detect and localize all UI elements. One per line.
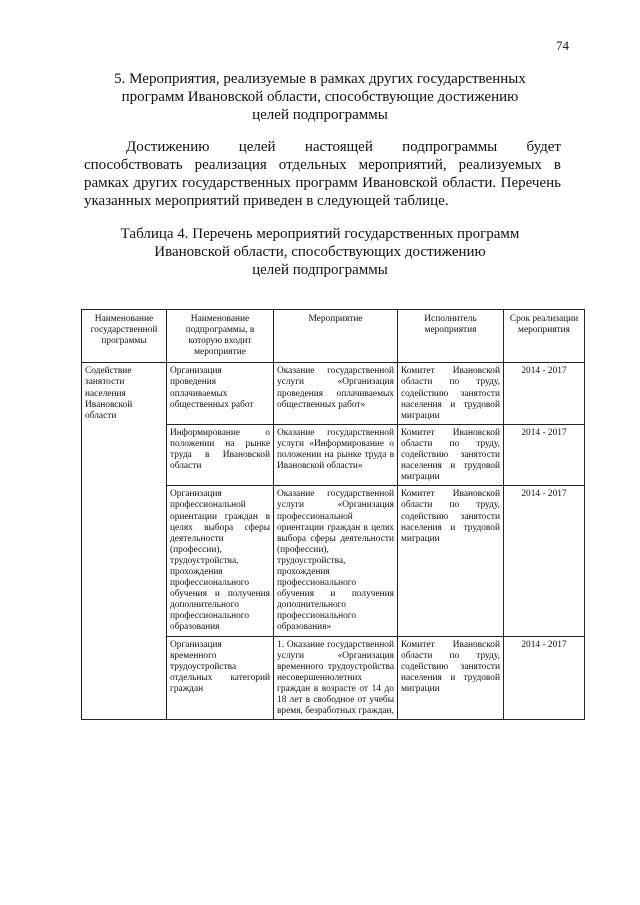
cell-measure: 1. Оказание государственной услуги «Организация временного трудоустройства несовершеннолетних граждан в возрасте от 14 до 18 лет в свободное от учебы время, безработных граждан, [274,636,398,720]
cell-executor: Комитет Ивановской области по труду, содействию занятости населения и трудовой миграции [398,363,504,424]
cell-period: 2014 - 2017 [504,486,585,636]
measures-table [81,309,585,720]
table-caption [80,225,560,279]
intro-paragraph: Достижению целей настоящей подпрограммы будет способствовать реализация отдельных мероприятий, реализуемых в рамках других государственных программ Ивановской области. Перечень указанных мероприятий приведен в следующей таблице. [84,139,561,209]
header-subprogram: Наименование подпрограммы, в которую входит мероприятие [167,310,274,363]
cell-period: 2014 - 2017 [504,424,585,485]
cell-subprogram: Информирование о положении на рынке труда в Ивановской области [167,424,274,485]
cell-executor: Комитет Ивановской области по труду, содействию занятости населения и трудовой миграции [398,636,504,720]
section-heading-line: 5. Мероприятия, реализуемые в рамках других государственных [114,71,526,87]
section-heading-line: целей подпрограммы [252,107,388,123]
cell-executor: Комитет Ивановской области по труду, содействию занятости населения и трудовой миграции [398,424,504,485]
section-heading-line: программ Ивановской области, способствующие достижению [121,89,519,105]
header-executor: Исполнитель мероприятия [398,310,504,363]
cell-measure: Оказание государственной услуги «Организация проведения оплачиваемых общественных работ» [274,363,398,424]
table-caption-line: целей подпрограммы [252,262,388,278]
table-caption-line: Ивановской области, способствующих достижению [154,244,486,260]
table-caption-line: Таблица 4. Перечень мероприятий государственных программ [120,226,520,242]
cell-subprogram: Организация временного трудоустройства отдельных категорий граждан [167,636,274,720]
cell-subprogram: Организация профессиональной ориентации граждан в целях выбора сферы деятельности (профессии), трудоустройства, прохождения профессионального обучения и получения дополнительного профессионального образования [167,486,274,636]
cell-measure: Оказание государственной услуги «Информирование о положении на рынке труда в Ивановской области» [274,424,398,485]
page-number: 74 [556,38,569,53]
cell-period: 2014 - 2017 [504,363,585,424]
section-heading [80,70,560,124]
cell-period: 2014 - 2017 [504,636,585,720]
cell-executor: Комитет Ивановской области по труду, содействию занятости населения и трудовой миграции [398,486,504,636]
header-measure: Мероприятие [274,310,398,363]
header-program: Наименование государственной программы [82,310,167,363]
cell-program: Содействие занятости населения Ивановской области [82,363,167,720]
header-period: Срок реализации мероприятия [504,310,585,363]
cell-subprogram: Организация проведения оплачиваемых общественных работ [167,363,274,424]
cell-measure: Оказание государственной услуги «Организация профессиональной ориентации граждан в целях выбора сферы деятельности (профессии), трудоустройства, прохождения профессионального обучения и получения дополнительного профессионального образования» [274,486,398,636]
table-header-row [82,310,585,363]
table-row [82,363,585,424]
